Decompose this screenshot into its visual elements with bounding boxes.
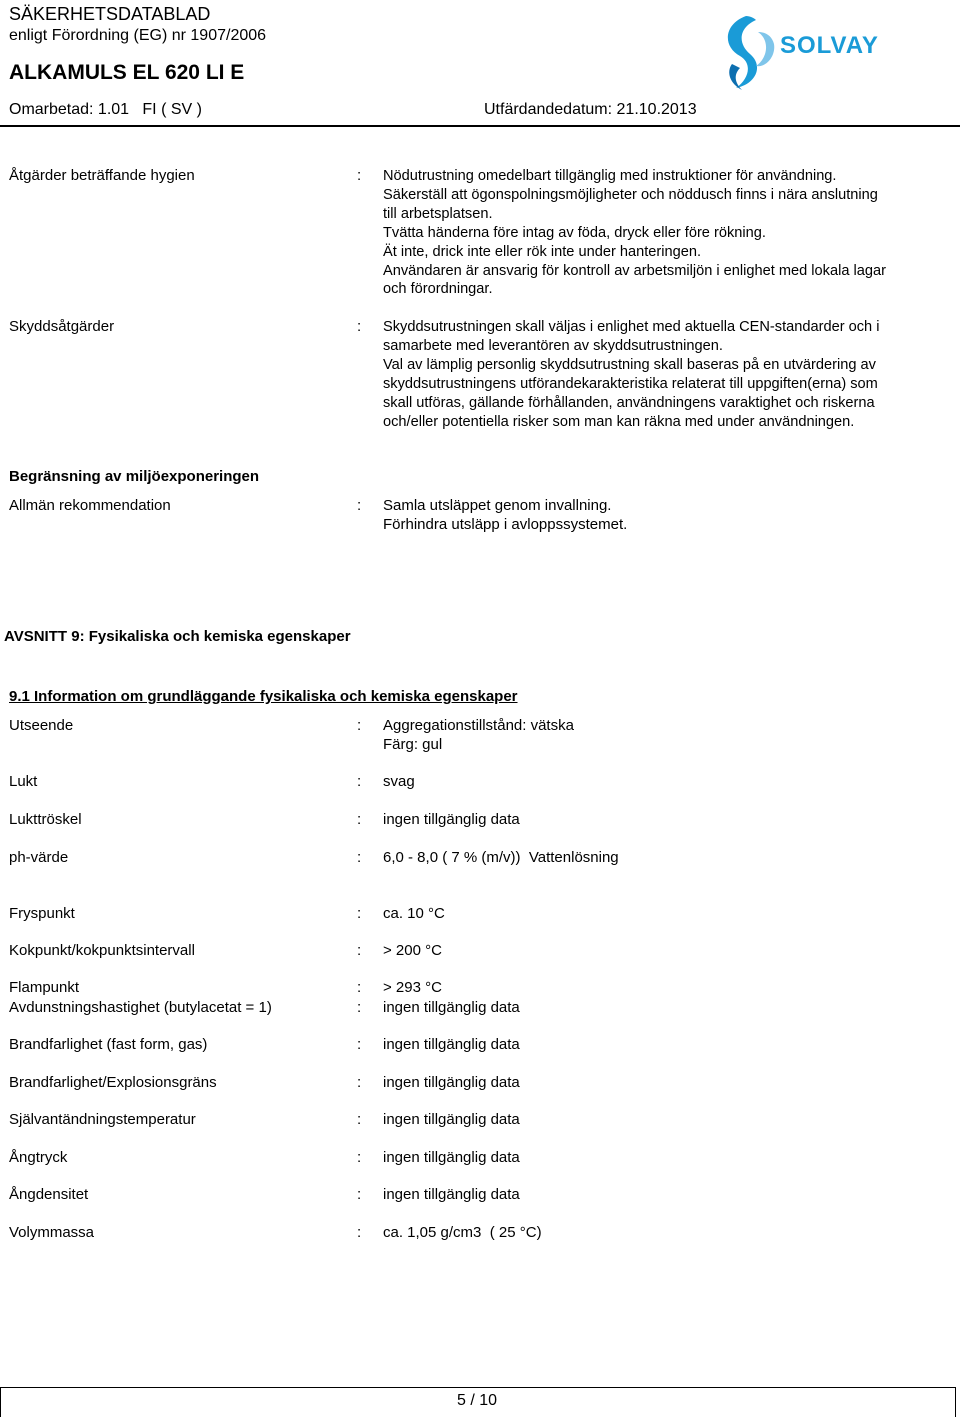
text-line: Förhindra utsläpp i avloppssystemet. xyxy=(383,515,628,533)
property-value: svag xyxy=(383,773,415,790)
property-value: ingen tillgänglig data xyxy=(383,1111,520,1128)
property-value: ingen tillgänglig data xyxy=(383,1186,520,1203)
text-line: Val av lämplig personlig skyddsutrustning skall baseras på en utvärdering av xyxy=(383,356,876,373)
text-line: Användaren är ansvarig för kontroll av arbetsmiljön i enlighet med lokala lagar xyxy=(383,262,886,279)
revision-info: Omarbetad: 1.01 FI ( SV ) xyxy=(9,101,202,118)
text-line: Aggregationstillstånd: vätska xyxy=(383,717,574,734)
property-value: ca. 10 °C xyxy=(383,905,445,922)
protective-value xyxy=(383,318,953,431)
property-value: ingen tillgänglig data xyxy=(383,811,520,828)
env-heading: Begränsning av miljöexponeringen xyxy=(9,468,260,485)
product-name: ALKAMULS EL 620 LI E xyxy=(9,61,245,84)
property-value: 6,0 - 8,0 ( 7 % (m/v)) Vattenlösning xyxy=(383,849,619,866)
colon: : xyxy=(357,1186,362,1203)
protective-label: Skyddsåtgärder xyxy=(9,318,115,335)
header-divider xyxy=(0,125,960,127)
colon: : xyxy=(357,773,362,790)
property-value: ingen tillgänglig data xyxy=(383,1036,520,1053)
property-value xyxy=(383,717,953,755)
page-number: 5 / 10 xyxy=(456,1392,498,1409)
property-label: ph-värde xyxy=(9,849,69,866)
env-label: Allmän rekommendation xyxy=(9,497,171,514)
colon: : xyxy=(357,1224,362,1241)
property-label: Fryspunkt xyxy=(9,905,75,922)
text-line: till arbetsplatsen. xyxy=(383,205,493,222)
colon: : xyxy=(357,167,362,184)
colon: : xyxy=(357,1149,362,1166)
colon: : xyxy=(357,999,362,1016)
solvay-logo xyxy=(716,12,886,96)
property-value: ingen tillgänglig data xyxy=(383,999,520,1016)
colon: : xyxy=(357,1074,362,1091)
property-value: ca. 1,05 g/cm3 ( 25 °C) xyxy=(383,1224,542,1241)
text-line: Nödutrustning omedelbart tillgänglig med instruktioner för användning. xyxy=(383,168,837,184)
colon: : xyxy=(357,942,362,959)
property-label: Utseende xyxy=(9,717,74,734)
colon: : xyxy=(357,318,362,335)
logo-wordmark: SOLVAY xyxy=(780,32,879,59)
text-line: Färg: gul xyxy=(383,735,443,753)
property-label: Brandfarlighet/Explosionsgräns xyxy=(9,1074,217,1091)
property-label: Volymmassa xyxy=(9,1224,95,1241)
colon: : xyxy=(357,979,362,996)
colon: : xyxy=(357,905,362,922)
colon: : xyxy=(357,497,362,514)
hygiene-label: Åtgärder beträffande hygien xyxy=(9,167,195,184)
property-label: Flampunkt xyxy=(9,979,80,996)
property-value: > 200 °C xyxy=(383,942,442,959)
text-line: skyddsutrustningens utförandekarakteristika relaterat till uppgiften(erna) som xyxy=(383,375,878,392)
subsection-heading: 9.1 Information om grundläggande fysikaliska och kemiska egenskaper xyxy=(9,688,518,705)
issue-date: Utfärdandedatum: 21.10.2013 xyxy=(484,101,697,118)
text-line: och förordningar. xyxy=(383,281,493,298)
colon: : xyxy=(357,1111,362,1128)
property-label: Avdunstningshastighet (butylacetat = 1) xyxy=(9,999,272,1016)
text-line: och/eller potentiella risker som man kan räkna med under användningen. xyxy=(383,413,855,430)
property-value: ingen tillgänglig data xyxy=(383,1074,520,1091)
text-line: samarbete med leverantören av skyddsutrustningen. xyxy=(383,337,723,354)
regulation-reference: enligt Förordning (EG) nr 1907/2006 xyxy=(9,27,267,44)
property-label: Kokpunkt/kokpunktsintervall xyxy=(9,942,195,959)
property-label: Ångtryck xyxy=(9,1149,68,1166)
property-label: Brandfarlighet (fast form, gas) xyxy=(9,1036,208,1053)
property-label: Lukt xyxy=(9,773,38,790)
hygiene-value xyxy=(383,167,953,299)
text-line: Skyddsutrustningen skall väljas i enlighet med aktuella CEN-standarder och i xyxy=(383,319,880,335)
section-heading: AVSNITT 9: Fysikaliska och kemiska egenskaper xyxy=(4,628,351,645)
property-value: ingen tillgänglig data xyxy=(383,1149,520,1166)
text-line: Säkerställ att ögonspolningsmöjligheter och nöddusch finns i nära anslutning xyxy=(383,186,878,203)
colon: : xyxy=(357,849,362,866)
text-line: Ät inte, drick inte eller rök inte under hanteringen. xyxy=(383,243,701,260)
property-label: Självantändningstemperatur xyxy=(9,1111,196,1128)
property-label: Lukttröskel xyxy=(9,811,82,828)
text-line: skall utföras, gällande förhållanden, användningens varaktighet och riskerna xyxy=(383,394,875,411)
colon: : xyxy=(357,717,362,734)
document-type: SÄKERHETSDATABLAD xyxy=(9,4,211,24)
property-label: Ångdensitet xyxy=(9,1186,89,1203)
colon: : xyxy=(357,1036,362,1053)
env-value xyxy=(383,497,953,535)
text-line: Tvätta händerna före intag av föda, dryck eller före rökning. xyxy=(383,224,766,241)
text-line: Samla utsläppet genom invallning. xyxy=(383,497,612,514)
property-value: > 293 °C xyxy=(383,979,442,996)
colon: : xyxy=(357,811,362,828)
